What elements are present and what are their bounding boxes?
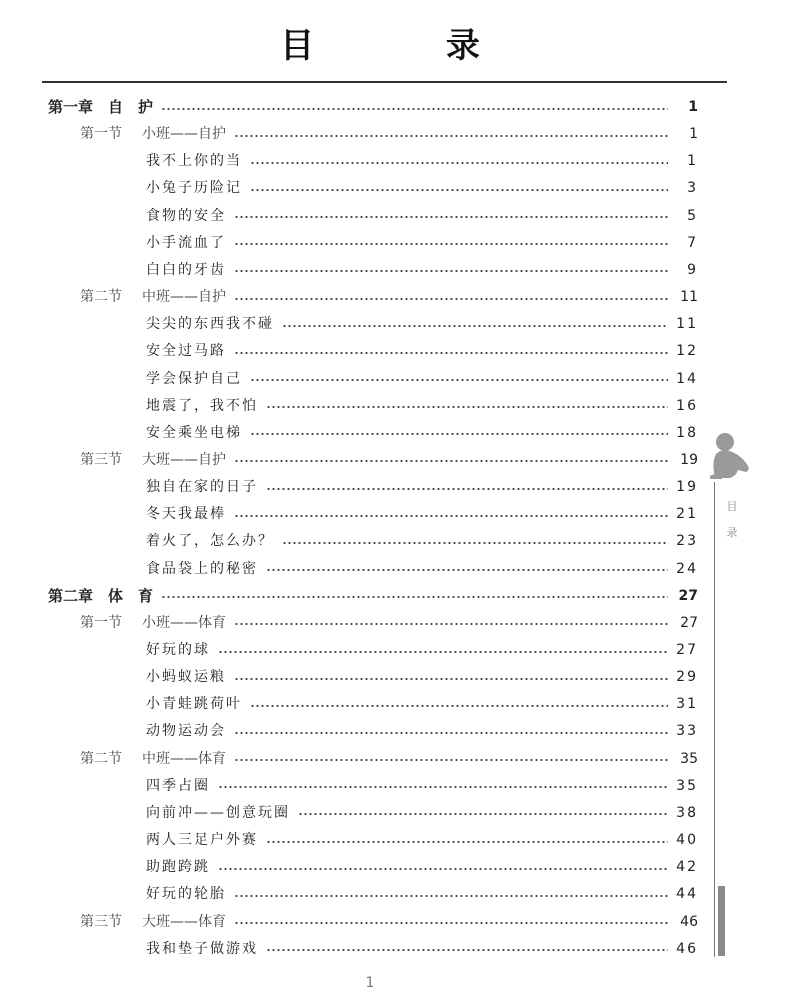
- toc-page-number: 19: [676, 479, 698, 496]
- toc-leader-dots: [234, 515, 668, 517]
- toc-item-row[interactable]: [146, 230, 698, 257]
- toc-page-number: 23: [676, 533, 698, 550]
- toc-page-number: 27: [676, 642, 698, 658]
- toc-section-title: 大班——自护: [142, 451, 226, 468]
- toc-page-number: 18: [676, 424, 698, 441]
- toc-page-number: 40: [676, 832, 698, 849]
- toc-leader-dots: [234, 216, 668, 218]
- toc-page-number: 46: [680, 913, 698, 930]
- toc-entry-label: [80, 746, 226, 773]
- toc-leader-dots: [282, 325, 668, 327]
- toc-leader-dots: [234, 243, 668, 245]
- toc-leader-dots: [250, 705, 668, 707]
- toc-entry-label: 食品袋上的秘密: [146, 560, 258, 577]
- toc-page-number: 11: [680, 289, 698, 306]
- toc-item-row[interactable]: [146, 773, 698, 800]
- side-divider-line: [714, 482, 715, 957]
- toc-item-row[interactable]: [146, 637, 698, 664]
- toc-leader-dots: [234, 895, 668, 897]
- toc-entry-label: [80, 909, 226, 936]
- toc-page-number: 5: [687, 207, 698, 224]
- side-tab-label: [724, 494, 740, 546]
- toc-leader-dots: [218, 651, 668, 653]
- toc-item-row[interactable]: [146, 420, 698, 447]
- toc-entry-label: 第二章 体 育: [48, 586, 154, 605]
- toc-leader-dots: [298, 813, 668, 815]
- toc-leader-dots: [234, 623, 668, 625]
- toc-entry-label: 动物运动会: [146, 723, 226, 740]
- toc-page-number: 31: [676, 696, 698, 713]
- toc-page-number: 35: [680, 750, 698, 767]
- toc-section-number: 第一节: [80, 614, 122, 631]
- toc-page-number: 24: [676, 560, 698, 577]
- toc-leader-dots: [234, 270, 668, 272]
- toc-chapter-row[interactable]: [48, 583, 698, 610]
- toc-item-row[interactable]: [146, 827, 698, 854]
- toc-section-row[interactable]: [80, 610, 698, 637]
- side-progress-bar: [718, 886, 725, 956]
- toc-page-number: 14: [676, 370, 698, 387]
- toc-leader-dots: [234, 922, 668, 924]
- toc-section-row[interactable]: [80, 909, 698, 936]
- toc-entry-label: 助跑跨跳: [146, 859, 210, 876]
- toc-page-number: 27: [678, 587, 698, 604]
- toc-item-row[interactable]: [146, 148, 698, 175]
- toc-leader-dots: [266, 488, 668, 490]
- toc-item-row[interactable]: [146, 474, 698, 501]
- toc-section-row[interactable]: [80, 746, 698, 773]
- toc-item-row[interactable]: [146, 556, 698, 583]
- toc-item-row[interactable]: [146, 175, 698, 202]
- toc-page-number: 1: [688, 99, 698, 115]
- toc-section-row[interactable]: [80, 447, 698, 474]
- toc-leader-dots: [250, 162, 668, 164]
- toc-entry-label: 食物的安全: [146, 207, 226, 224]
- toc-entry-label: 独自在家的日子: [146, 479, 258, 496]
- toc-page-number: 35: [676, 777, 698, 794]
- toc-section-number: 第一节: [80, 126, 122, 143]
- toc-entry-label: [80, 121, 226, 148]
- toc-leader-dots: [250, 189, 668, 191]
- toc-leader-dots: [234, 678, 668, 680]
- toc-section-number: 第三节: [80, 451, 122, 468]
- toc-entry-label: 安全乘坐电梯: [146, 424, 242, 441]
- toc-entry-label: [80, 284, 226, 311]
- toc-leader-dots: [234, 135, 668, 137]
- toc-entry-label: 小手流血了: [146, 234, 226, 251]
- toc-page-number: 7: [687, 234, 698, 251]
- toc-leader-dots: [266, 841, 668, 843]
- toc-item-row[interactable]: [146, 936, 698, 963]
- toc-page-number: 1: [687, 153, 698, 170]
- toc-leader-dots: [218, 786, 668, 788]
- toc-page-number: 16: [676, 397, 698, 414]
- toc-section-number: 第二节: [80, 289, 122, 306]
- toc-entry-label: 好玩的轮胎: [146, 886, 226, 903]
- toc-item-row[interactable]: [146, 664, 698, 691]
- toc-leader-dots: [282, 542, 668, 544]
- toc-leader-dots: [161, 596, 668, 598]
- toc-section-title: 大班——体育: [142, 913, 226, 930]
- toc-entry-label: 我不上你的当: [146, 153, 242, 170]
- toc-item-row[interactable]: [146, 718, 698, 745]
- toc-item-row[interactable]: [146, 881, 698, 908]
- child-silhouette-icon: [708, 432, 752, 480]
- toc-page-number: 38: [676, 804, 698, 821]
- toc-leader-dots: [161, 108, 668, 110]
- toc-page-number: 46: [676, 940, 698, 957]
- toc-page-number: 42: [676, 859, 698, 876]
- toc-leader-dots: [234, 732, 668, 734]
- toc-page-number: 9: [687, 261, 698, 278]
- toc-entry-label: 白白的牙齿: [146, 261, 226, 278]
- toc-chapter-row[interactable]: [48, 94, 698, 121]
- toc-entry-label: 好玩的球: [146, 642, 210, 658]
- page-title: 目 录: [280, 26, 540, 66]
- toc-page-number: 29: [676, 669, 698, 686]
- toc-page-number: 12: [676, 343, 698, 360]
- toc-item-row[interactable]: [146, 257, 698, 284]
- toc-leader-dots: [266, 406, 668, 408]
- toc-item-row[interactable]: [146, 366, 698, 393]
- toc-section-row[interactable]: [80, 121, 698, 148]
- toc-entry-label: 两人三足户外赛: [146, 832, 258, 849]
- toc-entry-label: 第一章 自 护: [48, 98, 154, 116]
- toc-entry-label: 安全过马路: [146, 343, 226, 360]
- toc-leader-dots: [250, 379, 668, 381]
- side-tab-char-1: 目: [726, 500, 738, 513]
- toc-page-number: 21: [676, 506, 698, 523]
- toc-page-number: 1: [689, 126, 698, 143]
- side-tab-char-2: 录: [726, 526, 738, 539]
- toc-leader-dots: [234, 460, 668, 462]
- toc-leader-dots: [234, 759, 668, 761]
- toc-item-row[interactable]: [146, 691, 698, 718]
- toc-entry-label: 尖尖的东西我不碰: [146, 316, 274, 333]
- toc-page-number: 19: [680, 451, 698, 468]
- toc-section-title: 中班——自护: [142, 289, 226, 306]
- toc-page-number: 27: [680, 614, 698, 631]
- title-rule: [42, 81, 727, 83]
- toc-section-title: 中班——体育: [142, 750, 226, 767]
- toc-leader-dots: [266, 569, 668, 571]
- toc-item-row[interactable]: [146, 528, 698, 555]
- toc-section-title: 小班——自护: [142, 126, 226, 143]
- toc-section-title: 小班——体育: [142, 614, 226, 631]
- toc-item-row[interactable]: [146, 203, 698, 230]
- toc-item-row[interactable]: [146, 501, 698, 528]
- toc-entry-label: 学会保护自己: [146, 370, 242, 387]
- toc-item-row[interactable]: [146, 393, 698, 420]
- toc-entry-label: 冬天我最棒: [146, 506, 226, 523]
- toc-entry-label: 我和垫子做游戏: [146, 940, 258, 957]
- toc-entry-label: 小兔子历险记: [146, 180, 242, 197]
- toc-leader-dots: [234, 352, 668, 354]
- toc-leader-dots: [266, 949, 668, 951]
- toc-section-row[interactable]: [80, 284, 698, 311]
- toc-entry-label: 小蚂蚁运粮: [146, 669, 226, 686]
- toc-leader-dots: [250, 433, 668, 435]
- toc-leader-dots: [218, 868, 668, 870]
- toc-entry-label: 向前冲——创意玩圈: [146, 804, 290, 821]
- toc-section-number: 第二节: [80, 750, 122, 767]
- toc-item-row[interactable]: [146, 311, 698, 338]
- toc-item-row[interactable]: [146, 800, 698, 827]
- toc-item-row[interactable]: [146, 338, 698, 365]
- toc-page-number: 33: [676, 723, 698, 740]
- toc-page-number: 11: [676, 316, 698, 333]
- toc-entry-label: 地震了，我不怕: [146, 397, 258, 414]
- toc-item-row[interactable]: [146, 854, 698, 881]
- toc-section-number: 第三节: [80, 913, 122, 930]
- toc-page-number: 3: [687, 180, 698, 197]
- toc-entry-label: [80, 447, 226, 474]
- toc-entry-label: 四季占圈: [146, 777, 210, 794]
- footer-page-number: 1: [365, 975, 375, 991]
- toc-leader-dots: [234, 298, 668, 300]
- toc-entry-label: 着火了，怎么办？: [146, 533, 274, 550]
- toc-entry-label: [80, 610, 226, 637]
- toc-page-number: 44: [676, 886, 698, 903]
- toc-entry-label: 小青蛙跳荷叶: [146, 696, 242, 713]
